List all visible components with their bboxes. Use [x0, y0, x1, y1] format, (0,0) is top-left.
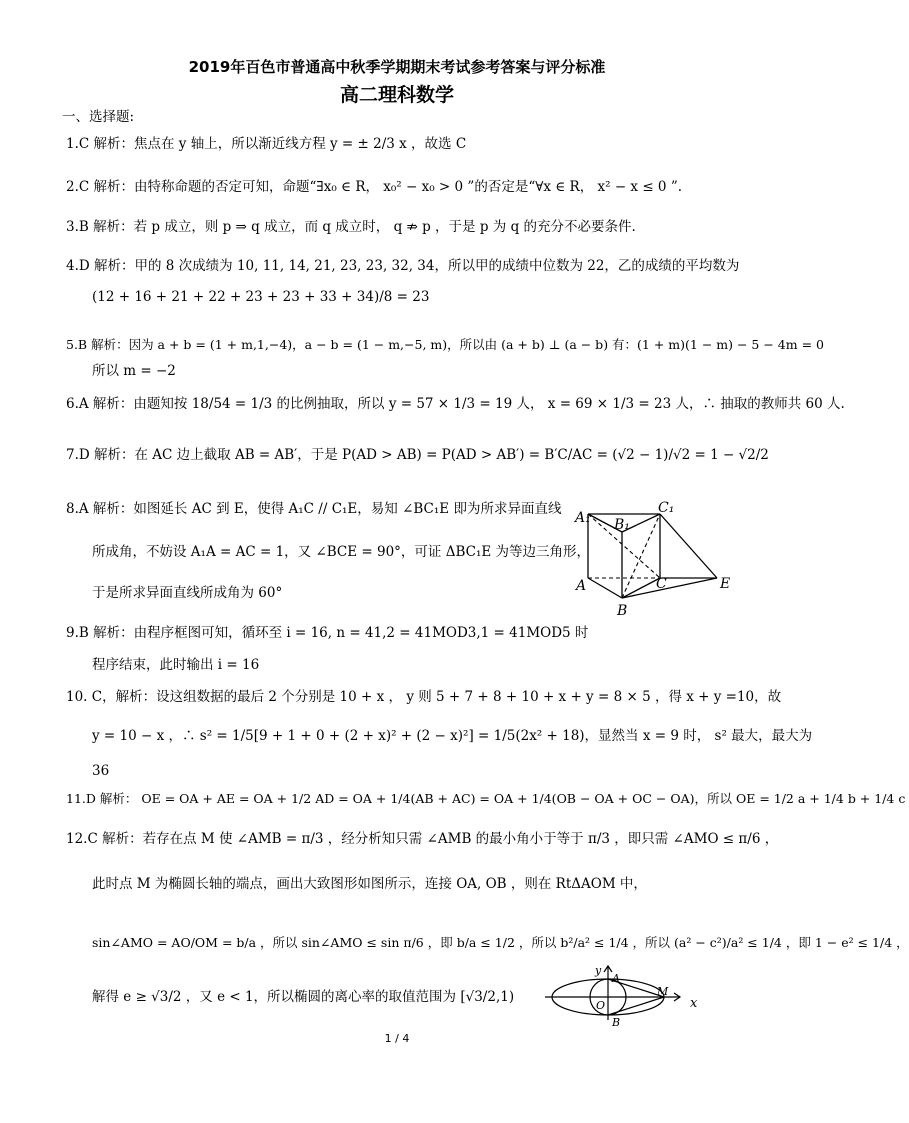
- label-B: B: [617, 603, 628, 619]
- answer-2: [66, 178, 682, 196]
- label-x: x: [690, 996, 698, 1011]
- label-C: C: [656, 576, 667, 592]
- label-C1: C₁: [658, 500, 675, 516]
- ellipse-figure: [540, 960, 710, 1030]
- answer-12: 12.C 解析：若存在点 M 使 ∠AMB = π/3 ，经分析知只需 ∠AMB 的最小角小于等于 π/3 ，即只需 ∠AMO ≤ π/6 ，: [66, 831, 779, 847]
- answer-10: 10. C，解析：设这组数据的最后 2 个分别是 10 + x ， y 则 5 + 7 + 8 + 10 + x + y = 8 × 5 ，得 x + y =10，故: [66, 689, 782, 705]
- label-A1: A₁: [575, 510, 591, 526]
- answer-8-line2: 所成角，不妨设 A₁A = AC = 1，又 ∠BCE = 90°，可证 ΔBC₁E 为等边三角形，: [92, 544, 591, 560]
- answer-7: 7.D 解析：在 AC 边上截取 AB = AB′，于是 P(AD > AB) = P(AD > AB′) = B′C/AC = (√2 − 1)/√2 = 1 − √2/2: [66, 447, 769, 463]
- answer-8-line3: 于是所求异面直线所成角为 60°: [92, 585, 283, 601]
- answer-5-line2: 所以 m = −2: [92, 363, 176, 379]
- label-A: A: [576, 578, 587, 594]
- label-E: E: [720, 576, 731, 592]
- answer-10-line3: 36: [92, 763, 110, 779]
- answer-9-line2: 程序结束，此时输出 i = 16: [92, 657, 260, 673]
- page-number: 1 / 4: [384, 1032, 410, 1045]
- answer-9: 9.B 解析：由程序框图可知，循环至 i = 16, n = 41,2 = 41MOD3,1 = 41MOD5 时: [66, 625, 589, 641]
- label-O: O: [596, 999, 606, 1012]
- label-B1: B₁: [614, 517, 630, 533]
- answer-1: [66, 135, 466, 153]
- label-y: y: [595, 964, 602, 977]
- answer-11: 11.D 解析： OE = OA + AE = OA + 1/2 AD = OA + 1/4(AB + AC) = OA + 1/4(OB − OA + OC − OA)，所以 OE = 1/2 a + 1/4 b + 1/4 c: [66, 791, 906, 806]
- answer-4-text: 4.D 解析：甲的 8 次成绩为 10, 11, 14, 21, 23, 23, 32, 34，所以甲的成绩中位数为 22，乙的成绩的平均数为: [66, 258, 740, 274]
- answer-3-text: 3.B 解析：若 p 成立，则 p ⇒ q 成立，而 q 成立时， q ⇏ p ，于是 p 为 q 的充分不必要条件.: [66, 219, 636, 235]
- answer-2-text: 2.C 解析：由特称命题的否定可知，命题“∃x₀ ∈ R， x₀² − x₀ > 0 ”的否定是“∀x ∈ R， x² − x ≤ 0 ”.: [66, 179, 683, 195]
- label-B-point: B: [612, 1016, 621, 1029]
- answer-6: 6.A 解析：由题知按 18/54 = 1/3 的比例抽取，所以 y = 57 × 1/3 = 19 人， x = 69 × 1/3 = 23 人，∴ 抽取的教师共 60 人.: [66, 396, 845, 412]
- section-heading: 一、选择题:: [62, 109, 135, 125]
- answer-4: [66, 257, 739, 275]
- answer-12-line4: 解得 e ≥ √3/2 ，又 e < 1，所以椭圆的离心率的取值范围为 [√3/2,1): [92, 989, 515, 1005]
- answer-1-text: 1.C 解析：焦点在 y 轴上，所以渐近线方程 y = ± 2/3 x ，故选 C: [66, 136, 467, 152]
- document-title: 2019年百色市普通高中秋季学期期末考试参考答案与评分标准: [188, 58, 606, 76]
- answer-3: [66, 218, 636, 236]
- answer-12-line2: 此时点 M 为椭圆长轴的端点，画出大致图形如图所示，连接 OA, OB ，则在 RtΔAOM 中，: [92, 876, 647, 892]
- label-M: M: [657, 985, 669, 998]
- document-subtitle: 高二理科数学: [339, 84, 454, 106]
- label-A-point: A: [612, 972, 620, 985]
- answer-4-line2: (12 + 16 + 21 + 22 + 23 + 23 + 33 + 34)/8 = 23: [92, 289, 430, 305]
- answer-12-line3: sin∠AMO = AO/OM = b/a ，所以 sin∠AMO ≤ sin π/6 ，即 b/a ≤ 1/2 ，所以 b²/a² ≤ 1/4 ，所以 (a² − c²)/a² ≤ 1/4 ，即 1 − e² ≤ 1/4 ，: [92, 935, 909, 950]
- prism-figure: [572, 500, 752, 620]
- answer-5: 5.B 解析：因为 a + b = (1 + m,1,−4)，a − b = (1 − m,−5, m)，所以由 (a + b) ⊥ (a − b) 有：(1 + m)(1 − m) − 5 − 4m = 0: [66, 337, 824, 352]
- answer-10-line2: y = 10 − x ，∴ s² = 1/5[9 + 1 + 0 + (2 + x)² + (2 − x)²] = 1/5(2x² + 18)，显然当 x = 9 时， s² 最大，最大为: [92, 728, 813, 744]
- answer-8: 8.A 解析：如图延长 AC 到 E，使得 A₁C // C₁E，易知 ∠BC₁E 即为所求异面直线: [66, 501, 562, 517]
